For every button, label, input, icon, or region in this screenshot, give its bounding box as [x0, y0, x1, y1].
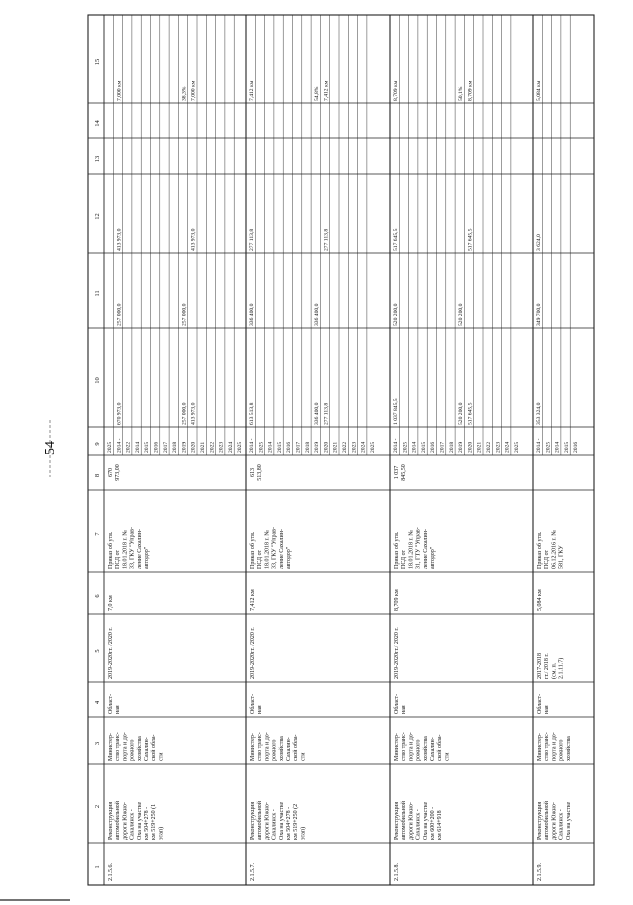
capacity-value: 7,0 км: [108, 595, 114, 611]
ownership-form: ная: [115, 705, 122, 714]
object-name: Реконструкция: [250, 801, 256, 840]
total-cell: 1 037 845,5: [393, 398, 399, 425]
col12-cell: 413 973,0: [116, 228, 123, 251]
object-name: дороги Южно-: [264, 802, 271, 840]
estimate-cost: 670: [108, 468, 114, 477]
year-cell: 2019: [458, 441, 465, 453]
customer-name: ской обла-: [437, 734, 444, 761]
year-cell: 2016: [153, 441, 160, 453]
object-name: Сахалинск -: [271, 809, 278, 840]
year-cell: 2025: [545, 441, 552, 453]
object-name: Сахалинск -: [558, 809, 565, 840]
col11-cell: 349 700,0: [536, 303, 542, 326]
year-cell: 2016: [430, 441, 437, 453]
object-name: км 519+250 (1: [151, 803, 158, 840]
column-number: 13: [94, 155, 101, 163]
estimate-cost: 973,00: [115, 464, 122, 481]
column-number: 10: [94, 377, 101, 384]
customer-name: Сахалин-: [144, 737, 150, 761]
approval-document: ПСД от: [257, 549, 264, 569]
object-name: автомобильной: [544, 801, 551, 840]
col11-cell: 520 200,0: [393, 303, 399, 326]
object-name: Реконструкция: [108, 801, 114, 840]
object-name: Сахалинск -: [129, 809, 136, 840]
capacity-value: 7,412 км: [250, 589, 256, 611]
year-cell: 2014: [267, 441, 274, 453]
customer-name: ство транс-: [257, 732, 264, 761]
construction-period: 2017-2018: [537, 653, 543, 679]
col11-cell: 257 000,0: [181, 303, 188, 326]
object-name: км 600+200 -: [430, 806, 436, 840]
year-cell: 2021: [332, 441, 339, 453]
total-cell: 517 645,5: [467, 402, 474, 425]
total-cell: 353 324,0: [536, 402, 542, 425]
customer-name: порта и до-: [408, 732, 415, 761]
customer-name: хозяйства: [565, 736, 572, 761]
object-name: Оха на участке: [422, 801, 429, 840]
column-number: 8: [94, 473, 101, 478]
ownership-form: Област-: [537, 693, 543, 714]
year-cell: 2024: [360, 441, 367, 453]
object-name: этап): [158, 826, 165, 840]
object-name: Оха на участке: [278, 801, 285, 840]
col11-cell: 257 000,0: [116, 303, 123, 326]
object-name: Реконструкция: [537, 801, 543, 840]
approval-document: автодор": [430, 546, 436, 569]
ownership-form: ная: [544, 705, 551, 714]
capacity-value: 5,084 км: [537, 589, 543, 611]
col12-cell: 277 113,8: [249, 228, 255, 251]
year-cell: 2015: [420, 441, 427, 453]
year-cell: 2021: [200, 441, 206, 453]
object-name: автомобильной: [401, 801, 408, 840]
year-cell: 2021: [476, 441, 483, 453]
col15-cell: 54,8%: [314, 86, 321, 101]
year-cell: 2015: [563, 441, 570, 453]
column-number: 4: [94, 700, 101, 705]
approval-document: ление Сахалин-: [136, 529, 143, 569]
col15-cell: 50,1%: [458, 86, 465, 101]
object-name: Оха на участке: [565, 801, 572, 840]
object-name: дороги Южно-: [122, 802, 129, 840]
year-cell: 2014 -: [249, 438, 255, 453]
object-name: км 504+278 -: [144, 806, 150, 840]
customer-name: Министер-: [250, 733, 256, 761]
customer-name: Министер-: [108, 733, 114, 761]
year-cell: 2025: [237, 441, 244, 453]
construction-period: (см. п.: [551, 662, 558, 679]
estimate-cost: 845,50: [401, 464, 408, 481]
col12-cell: 517 645,5: [393, 228, 399, 251]
object-name: этап): [300, 826, 307, 840]
col11-cell: 336 400,0: [314, 303, 321, 326]
total-cell: 413 973,0: [190, 402, 197, 425]
approval-document: 31, ГТУ "Управ-: [415, 527, 422, 569]
col15-cell: 5,084 км: [536, 80, 542, 101]
row-number: 2.1.5.6.: [108, 863, 114, 881]
year-cell: 2024: [504, 441, 511, 453]
estimate-cost: 1 037: [394, 465, 400, 480]
row-number: 2.1.5.7.: [250, 863, 256, 881]
year-cell: 2025: [402, 441, 409, 453]
customer-name: сти: [444, 752, 451, 761]
year-cell: 2020: [467, 441, 474, 453]
customer-name: сти: [300, 752, 307, 761]
customer-name: ство транс-: [401, 732, 408, 761]
object-name: Оха на участке: [136, 801, 143, 840]
object-name: дороги Южно-: [408, 802, 415, 840]
year-cell: 2022: [486, 441, 492, 453]
year-cell: 2023: [218, 441, 225, 453]
year-cell: 2020: [323, 441, 330, 453]
construction-period: 2019-2020гг. /2020 г.: [250, 627, 256, 679]
customer-name: хозяйства: [136, 736, 143, 761]
total-cell: 277 113,8: [323, 402, 330, 425]
column-number: 3: [94, 741, 101, 746]
total-cell: 520 200,0: [458, 402, 465, 425]
approval-document: автодор": [286, 546, 292, 569]
col15-cell: 8,709 км: [393, 80, 399, 101]
year-cell: 2014 -: [393, 438, 399, 453]
approval-document: 18.01.2018 г. №: [408, 529, 415, 569]
year-cell: 2016: [286, 441, 293, 453]
ownership-form: Област-: [250, 693, 256, 714]
approval-document: Приказ об утв.: [108, 531, 114, 569]
year-cell: 2025: [258, 441, 265, 453]
col11-cell: 336 400,0: [249, 303, 255, 326]
year-cell: 2023: [495, 441, 502, 453]
column-number: 9: [94, 442, 101, 446]
total-cell: 670 973,0: [116, 402, 123, 425]
customer-name: Сахалин-: [430, 737, 436, 761]
year-cell: 2022: [209, 441, 216, 453]
ownership-form: ная: [401, 705, 408, 714]
customer-name: рожного: [129, 739, 136, 761]
year-cell: 2017: [439, 441, 446, 453]
customer-name: ство транс-: [115, 732, 122, 761]
approval-document: 33, ГКУ "Управ-: [129, 527, 136, 569]
approval-document: ПСД от: [115, 549, 122, 569]
year-cell: 2018: [172, 441, 179, 453]
row-number: 2.1.5.8.: [394, 863, 400, 881]
object-name: дороги Южно-: [551, 802, 558, 840]
total-cell: 257 000,0: [181, 402, 188, 425]
year-cell: 2020: [190, 441, 197, 453]
col12-cell: 413 973,0: [190, 228, 197, 251]
object-name: км 504+278 -: [286, 806, 292, 840]
customer-name: ской обла-: [151, 734, 158, 761]
ownership-form: Област-: [108, 693, 114, 714]
column-number: 14: [94, 120, 101, 127]
object-name: автомобильной: [115, 801, 122, 840]
construction-period: 2019-2020гг./ 2020 г.: [394, 627, 400, 679]
construction-period: гг./ 2018 г.: [544, 653, 551, 679]
construction-period: 2019-2020гг. /2020 г.: [108, 627, 114, 679]
approval-document: 33, ГКУ "Управ-: [271, 527, 278, 569]
estimate-cost: 613: [250, 468, 256, 477]
year-cell: 2025: [369, 441, 376, 453]
col12-cell: 517 645,5: [467, 228, 474, 251]
col15-cell: 7,412 км: [249, 80, 255, 101]
approval-document: ление Сахалин-: [278, 529, 285, 569]
row-number: 2.1.5.9.: [537, 863, 543, 881]
customer-name: рожного: [558, 739, 565, 761]
year-cell: 2022: [342, 441, 348, 453]
year-cell: 2014: [134, 441, 141, 453]
year-cell: 2015: [276, 441, 283, 453]
year-cell: 2019: [181, 441, 188, 453]
year-cell: 2015: [144, 441, 151, 453]
object-name: км 519+250 (2: [293, 803, 300, 840]
year-cell: 2025: [107, 441, 113, 453]
column-number: 2: [94, 804, 101, 809]
year-cell: 2017: [162, 441, 169, 453]
approval-document: автодор": [144, 546, 150, 569]
column-number: 11: [94, 290, 101, 297]
customer-name: рожного: [271, 739, 278, 761]
column-number: 12: [94, 213, 101, 220]
col12-cell: 277 113,8: [323, 228, 330, 251]
year-cell: 2014 -: [116, 438, 123, 453]
column-number: 7: [94, 532, 101, 536]
col15-cell: 7,412 км: [323, 80, 330, 101]
customer-name: порта и до-: [551, 732, 558, 761]
approval-document: 06.12.2016 г. №: [551, 529, 558, 569]
customer-name: рожного: [415, 739, 422, 761]
year-cell: 2017: [295, 441, 302, 453]
approval-document: ПСД от: [544, 549, 551, 569]
ownership-form: ная: [257, 705, 264, 714]
col15-cell: 8,709 км: [467, 80, 474, 101]
ownership-form: Област-: [394, 693, 400, 714]
col15-cell: 7,000 км: [116, 80, 123, 101]
approval-document: 18.01.2018 г. №: [122, 529, 129, 569]
column-number: 1: [94, 865, 101, 869]
customer-name: ской обла-: [293, 734, 300, 761]
approval-document: ПСД от: [401, 549, 408, 569]
customer-name: Министер-: [537, 733, 543, 761]
customer-name: Сахалин-: [286, 737, 292, 761]
construction-period: 2.1.11.7): [558, 657, 565, 679]
year-cell: 2024: [227, 441, 234, 453]
object-name: Сахалинск -: [415, 809, 422, 840]
col15-cell: 38,3%: [181, 86, 188, 101]
year-cell: 2025: [513, 441, 520, 453]
year-cell: 2018: [448, 441, 455, 453]
customer-name: порта и до-: [122, 732, 129, 761]
year-cell: 2014: [411, 441, 418, 453]
approval-document: ление Сахалин-: [422, 529, 429, 569]
total-cell: 336 400,0: [314, 402, 321, 425]
total-cell: 613 513,8: [249, 402, 255, 425]
col12-cell: 3 624,0: [536, 234, 542, 251]
year-cell: 2014: [554, 441, 561, 453]
approval-document: 581, ГКУ: [558, 545, 565, 569]
column-number: 5: [94, 649, 101, 653]
customer-name: хозяйства: [278, 736, 285, 761]
column-number: 15: [94, 58, 101, 66]
year-cell: 2019: [314, 441, 321, 453]
object-name: км 614+918: [437, 810, 444, 840]
object-name: автомобильной: [257, 801, 264, 840]
customer-name: Министер-: [394, 733, 400, 761]
customer-name: порта и до-: [264, 732, 271, 761]
year-cell: 2016: [573, 441, 580, 453]
approval-document: Приказ об утв.: [394, 531, 400, 569]
col11-cell: 520 200,0: [458, 303, 465, 326]
customer-name: хозяйства: [422, 736, 429, 761]
object-name: Реконструкция: [394, 801, 400, 840]
year-cell: 2014 -: [536, 438, 542, 453]
year-cell: 2022: [125, 441, 132, 453]
approval-document: 18.01.2018 г. №: [264, 529, 271, 569]
year-cell: 2018: [304, 441, 311, 453]
year-cell: 2023: [351, 441, 358, 453]
customer-name: ство транс-: [544, 732, 551, 761]
page-number: 54: [43, 441, 58, 455]
col15-cell: 7,000 км: [190, 80, 197, 101]
column-number: 6: [94, 594, 101, 598]
capacity-value: 8,709 км: [394, 589, 400, 611]
customer-name: сти: [158, 752, 165, 761]
approval-document: Приказ об утв.: [250, 531, 256, 569]
approval-document: Приказ об утв.: [537, 531, 543, 569]
estimate-cost: 513,80: [257, 464, 264, 481]
